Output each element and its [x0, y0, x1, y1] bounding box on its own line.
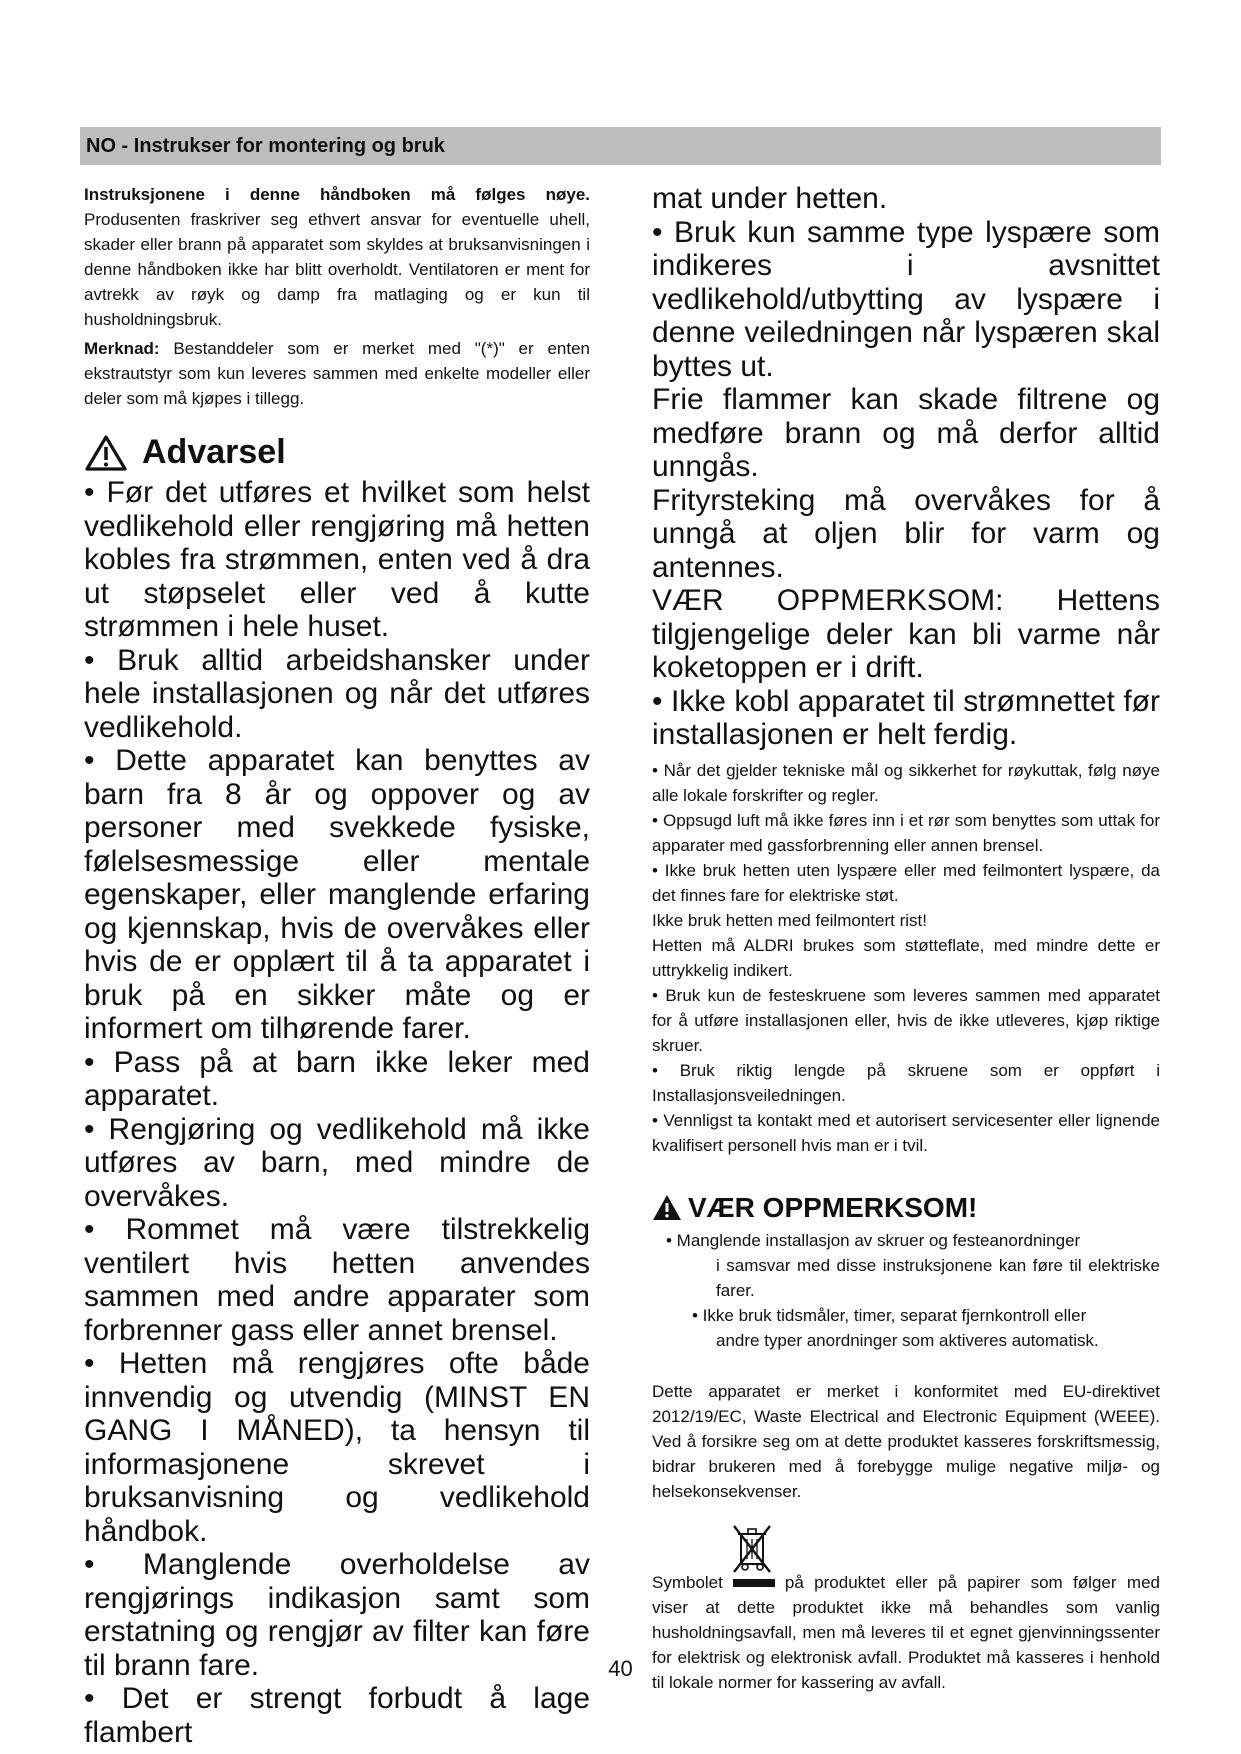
page-number: 40	[608, 1656, 633, 1681]
warning-filled-icon	[652, 1194, 682, 1221]
list-item: • Rommet må være tilstrekkelig ventilert hvis hetten anvendes sammen med andre apparater som forbrenner gass eller annet brensel.	[84, 1213, 590, 1347]
intro-text: Produsenten fraskriver seg ethvert ansvar for eventuelle uhell, skader eller brann på apparatet som skyldes at bruksanvisningen i denne håndboken ikke har blitt overholdt. Ventilatoren er ment for avtrekk av røyk og damp fra matlaging og er kun til husholdningsbruk.	[84, 210, 590, 329]
list-item: • Hetten må rengjøres ofte både innvendig og utvendig (MINST EN GANG I MÅNED), ta hensyn til informasjonene skrevet i bruksanvisning og vedlikehold håndbok.	[84, 1347, 590, 1548]
warning-heading	[84, 433, 590, 472]
list-item: • Det er strengt forbudt å lage flambert	[84, 1682, 590, 1749]
list-item: • Rengjøring og vedlikehold må ikke utføres av barn, med mindre de overvåkes.	[84, 1112, 590, 1213]
list-item: • Bruk riktig lengde på skruene som er oppført i Installasjonsveiledningen.	[652, 1060, 1160, 1105]
caution-heading	[652, 1192, 1160, 1224]
warning-title: Advarsel	[142, 433, 286, 471]
list-item: • Når det gjelder tekniske mål og sikkerhet for røykuttak, følg nøye alle lokale forskrifter og regler.	[652, 760, 1160, 805]
list-item: • Ikke kobl apparatet til strømnettet før installasjonen er helt ferdig.	[652, 684, 1160, 751]
list-item: Ikke bruk hetten med feilmontert rist!	[652, 910, 927, 930]
warning-triangle-icon	[84, 434, 128, 472]
list-item: Hetten må ALDRI brukes som støtteflate, med mindre dette er uttrykkelig indikert.	[652, 935, 1160, 980]
list-item: • Oppsugd luft må ikke føres inn i et rør som benyttes som uttak for apparater med gassforbrenning eller annen brensel.	[652, 810, 1160, 855]
list-item: • Bruk kun samme type lyspære som indikeres i avsnittet vedlikehold/utbytting av lyspære i denne veiledningen når lyspæren skal byttes ut.	[652, 215, 1160, 383]
caution-title: VÆR OPPMERKSOM!	[688, 1191, 978, 1223]
list-item: • Pass på at barn ikke leker med apparatet.	[84, 1045, 590, 1112]
right-large-text	[652, 182, 1160, 752]
section-header	[80, 127, 1161, 165]
caution-item-2-cont: andre typer anordninger som aktiveres automatisk.	[716, 1330, 1099, 1350]
black-bar-symbol	[733, 1579, 775, 1587]
list-item: • Før det utføres et hvilket som helst vedlikehold eller rengjøring må hetten kobles fra strømmen, enten ved å dra ut støpselet eller ved å kutte strømmen i hele huset.	[84, 476, 590, 643]
weee-paragraph	[652, 1379, 1160, 1504]
crossed-bin-icon	[730, 1524, 774, 1576]
right-column	[652, 182, 1160, 1695]
list-item: • Vennligst ta kontakt med et autorisert servicesenter eller lignende kvalifisert personell hvis man er i tvil.	[652, 1110, 1160, 1155]
list-item: • Manglende overholdelse av rengjørings indikasjon samt som erstatning og rengjør av filter kan føre til brann fare.	[84, 1548, 590, 1682]
list-item: mat under hetten.	[652, 182, 888, 215]
right-small-text	[652, 758, 1160, 1158]
weee-text: Dette apparatet er merket i konformitet med EU-direktivet 2012/19/EC, Waste Electrical and Electronic Equipment (WEEE). Ved å forsikre seg om at dette produktet kasseres forskriftsmessig, bidrar brukeren med å forebygge mulige negative miljø- og helsekonsekvenser.	[652, 1381, 1160, 1501]
caution-item-2: • Ikke bruk tidsmåler, timer, separat fjernkontroll eller	[692, 1305, 1087, 1325]
intro-paragraph	[84, 182, 590, 411]
symbol-pre: Symbolet	[652, 1572, 723, 1592]
list-item: • Bruk kun de festeskruene som leveres sammen med apparatet for å utføre installasjonen eller, hvis de ikke utleveres, kjøp riktige skruer.	[652, 985, 1160, 1055]
intro-bold: Instruksjonene i denne håndboken må følges nøye.	[84, 185, 590, 204]
symbol-post: på produktet eller på papirer som følger med viser at dette produktet ikke må behandles som vanlig husholdningsavfall, men må leveres til et egnet gjenvinningssenter for elektrisk og elektronisk avfall. Produktet må kasseres i henhold til lokale normer for kassering av avfall.	[652, 1572, 1160, 1692]
note-label: Merknad:	[84, 339, 160, 358]
list-item: • Bruk alltid arbeidshansker under hele installasjonen og når det utføres vedlikehold.	[84, 643, 590, 744]
note-text: Bestanddeler som er merket med "(*)" er enten ekstrautstyr som kun leveres sammen med enkelte modeller eller deler som må kjøpes i tillegg.	[84, 339, 590, 408]
list-item: Frie flammer kan skade filtrene og medføre brann og må derfor alltid unngås.	[652, 383, 1160, 483]
section-title: NO - Instrukser for montering og bruk	[86, 135, 445, 157]
caution-item-1-cont: i samsvar med disse instruksjonene kan føre til elektriske farer.	[716, 1255, 1160, 1300]
caution-list	[652, 1228, 1160, 1353]
list-item: Frityrsteking må overvåkes for å unngå at oljen blir for varm og antennes.	[652, 483, 1160, 584]
list-item: • Ikke bruk hetten uten lyspære eller med feilmontert lyspære, da det finnes fare for elektriske støt.	[652, 860, 1160, 905]
list-item: • Dette apparatet kan benyttes av barn fra 8 år og oppover og av personer med svekkede fysiske, følelsesmessige eller mentale egenskaper, eller manglende erfaring og kjennskap, hvis de overvåkes eller hvis de er opplært til å ta apparatet i bruk på en sikker måte og er informert om tilhørende farer.	[84, 744, 590, 1045]
caution-item-1: • Manglende installasjon av skruer og festeanordninger	[666, 1230, 1081, 1250]
warning-list	[84, 476, 590, 1749]
list-item: VÆR OPPMERKSOM: Hettens tilgjengelige deler kan bli varme når koketoppen er i drift.	[652, 584, 1160, 684]
left-column	[84, 182, 590, 1749]
